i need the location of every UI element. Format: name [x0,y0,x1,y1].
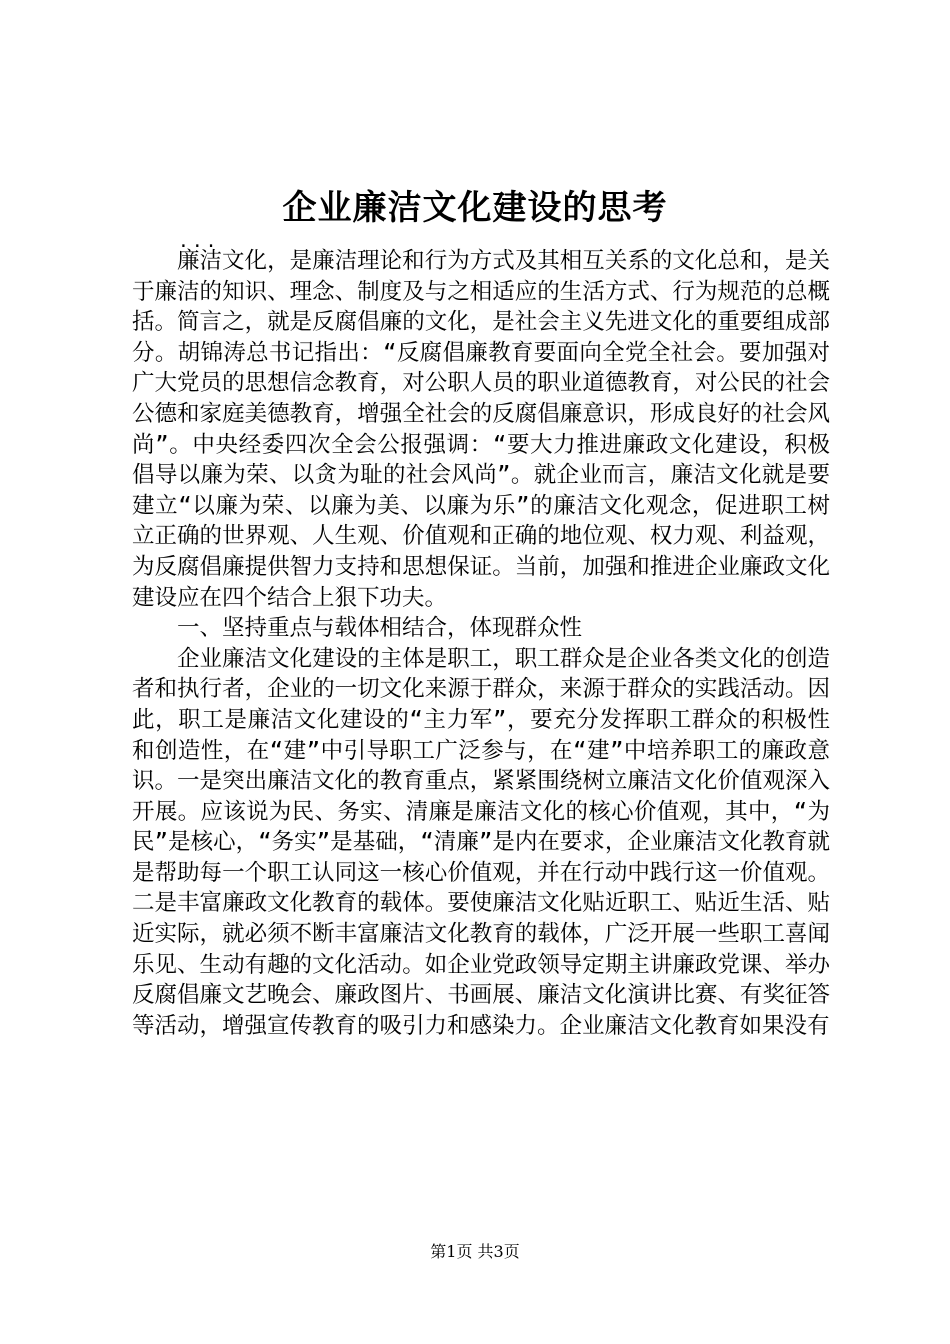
paragraph-intro: 廉洁文化，是廉洁理论和行为方式及其相互关系的文化总和，是关于廉洁的知识、理念、制度及与之相适应的生活方式、行为规范的总概括。简言之，就是反腐倡廉的文化，是社会主义先进文化的重要组成部分。胡锦涛总书记指出：“反腐倡廉教育要面向全党全社会。要加强对广大党员的思想信念教育，对公职人员的职业道德教育，对公民的社会公德和家庭美德教育，增强全社会的反腐倡廉意识，形成良好的社会风尚”。中央经委四次全会公报强调：“要大力推进廉政文化建设，积极倡导以廉为荣、以贪为耻的社会风尚”。就企业而言，廉洁文化就是要建立“以廉为荣、以廉为美、以廉为乐”的廉洁文化观念，促进职工树立正确的世界观、人生观、价值观和正确的地位观、权力观、利益观，为反腐倡廉提供智力支持和思想保证。当前，加强和推进企业廉政文化建设应在四个结合上狠下功夫。 [132,248,830,611]
page-number-footer: 第1页 共3页 [430,1242,520,1261]
ellipsis-mark: ... [178,231,220,252]
document-body [132,246,830,1041]
document-title: 企业廉洁文化建设的思考 [282,188,668,228]
section-heading-1: 一、坚持重点与载体相结合，体现群众性 [177,615,583,642]
paragraph-section-1: 企业廉洁文化建设的主体是职工，职工群众是企业各类文化的创造者和执行者，企业的一切文化来源于群众，来源于群众的实践活动。因此，职工是廉洁文化建设的“主力军”，要充分发挥职工群众的积极性和创造性，在“建”中引导职工广泛参与，在“建”中培养职工的廉政意识。一是突出廉洁文化的教育重点，紧紧围绕树立廉洁文化价值观深入开展。应该说为民、务实、清廉是廉洁文化的核心价值观，其中，“为民”是核心，“务实”是基础，“清廉”是内在要求，企业廉洁文化教育就是帮助每一个职工认同这一核心价值观，并在行动中践行这一价值观。二是丰富廉政文化教育的载体。要使廉洁文化贴近职工、贴近生活、贴近实际，就必须不断丰富廉洁文化教育的载体，广泛开展一些职工喜闻乐见、生动有趣的文化活动。如企业党政领导定期主讲廉政党课、举办反腐倡廉文艺晚会、廉政图片、书画展、廉洁文化演讲比赛、有奖征答等活动，增强宣传教育的吸引力和感染力。企业廉洁文化教育如果没有 [132,645,830,1039]
